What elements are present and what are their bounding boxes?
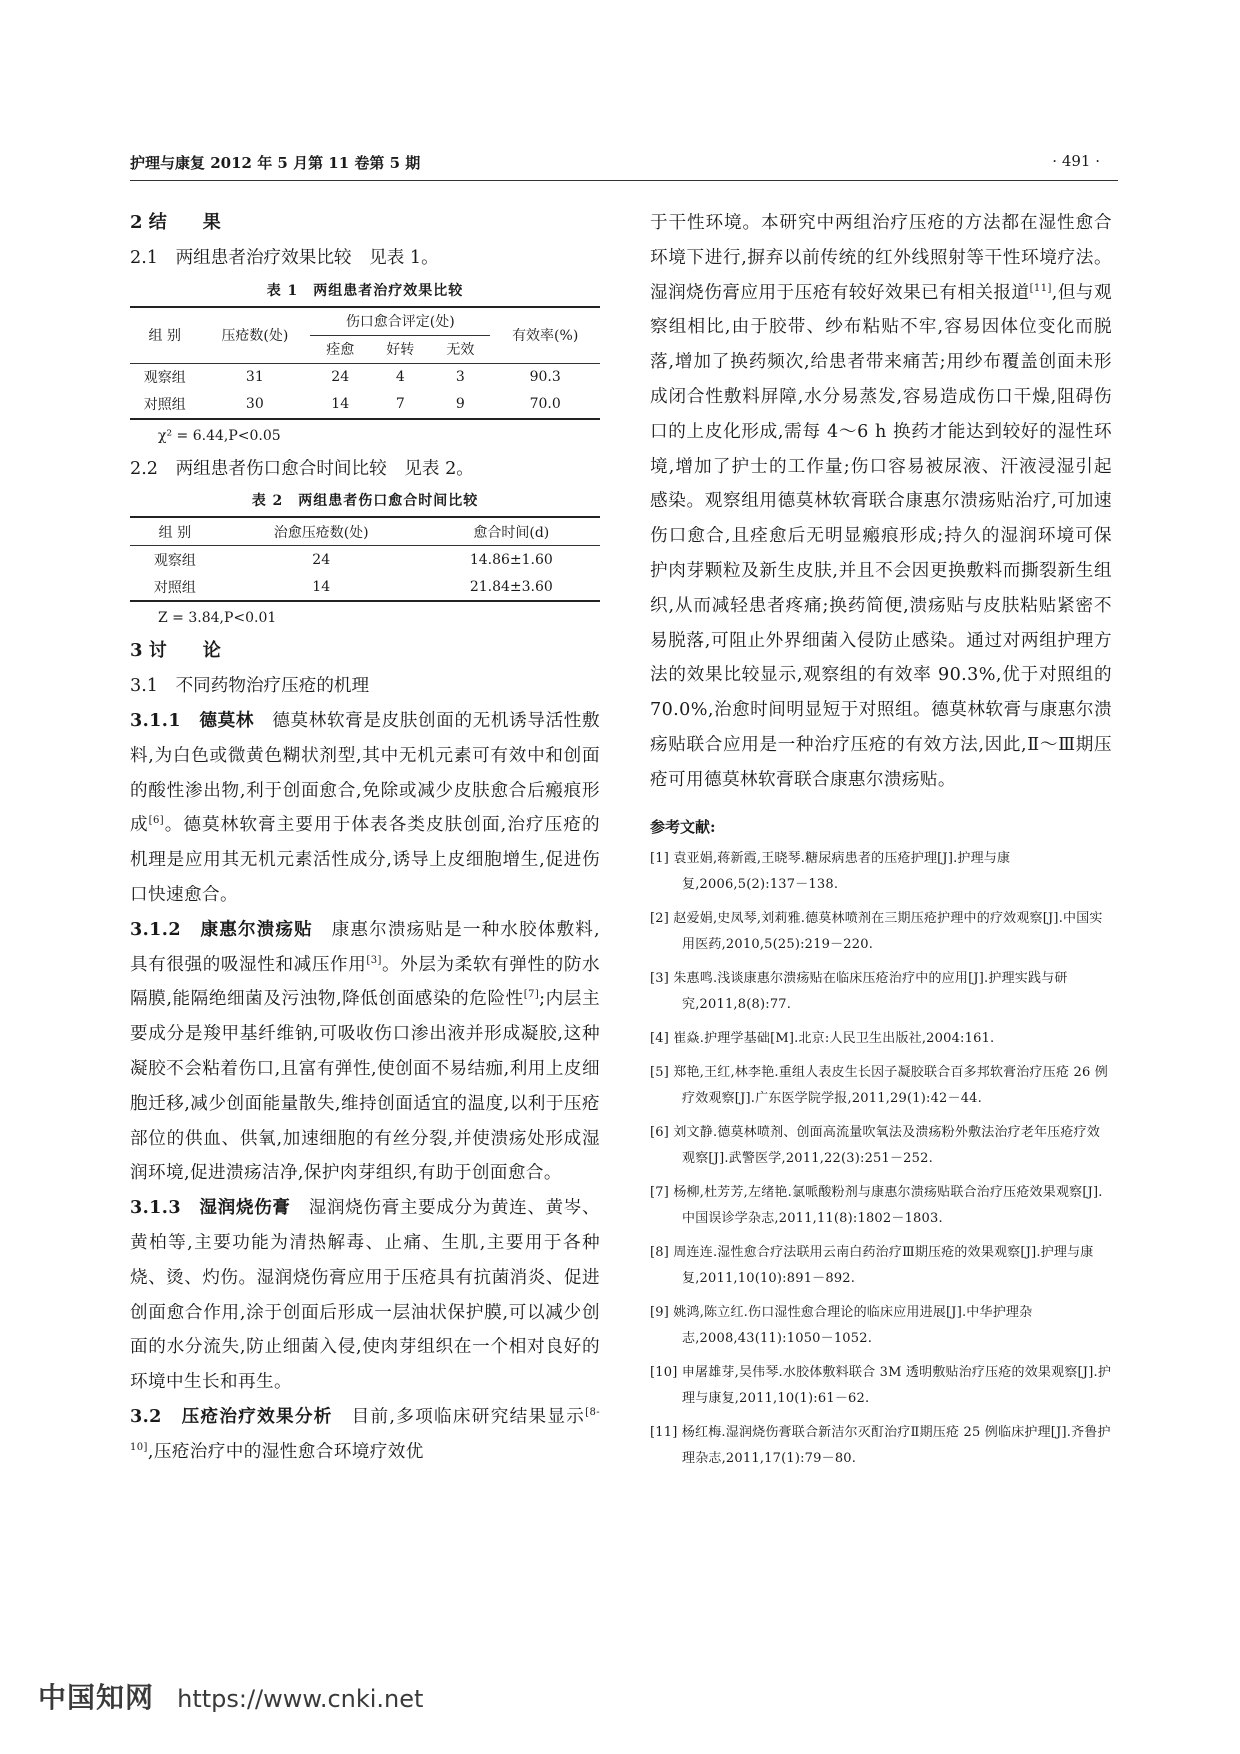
text: 于干性环境。本研究中两组治疗压疮的方法都在湿性愈合环境下进行,摒弃以前传统的红外线照射等干性环境疗法。湿润烧伤膏应用于压疮有较好效果已有相关报道: [650, 213, 1112, 303]
reference-item: [8] 周连连.湿性愈合疗法联用云南白药治疗Ⅲ期压疮的效果观察[J].护理与康复,2011,10(10):891－892.: [650, 1244, 1094, 1286]
section-2-1-heading: 2.1 两组患者治疗效果比较 见表 1。: [130, 247, 439, 268]
citation: [11]: [1029, 282, 1052, 294]
table-cell: 14.86±1.60: [469, 551, 553, 568]
reference-item: [6] 刘文静.德莫林喷剂、创面高流量吹氧法及溃疡粉外敷法治疗老年压疮疗效观察[J].武警医学,2011,22(3):251－252.: [650, 1124, 1101, 1166]
left-column: [130, 206, 600, 1470]
section-3-1-heading: 3.1 不同药物治疗压疮的机理: [130, 676, 370, 697]
subheading-3-1-3: 3.1.3 湿润烧伤膏: [130, 1197, 291, 1219]
journal-info: 护理与康复 2012 年 5 月第 11 卷第 5 期: [130, 154, 421, 172]
text: 德莫林软膏是皮肤创面的无机诱导活性敷料,为白色或微黄色糊状剂型,其中无机元素可有效中和创面的酸性渗出物,利于创面愈合,免除或减少皮肤愈合后瘢痕形成: [130, 710, 600, 836]
reference-item: [4] 崔焱.护理学基础[M].北京:人民卫生出版社,2004:161.: [650, 1030, 995, 1046]
subheading-3-2: 3.2 压疮治疗效果分析: [130, 1405, 333, 1427]
cnki-url[interactable]: https://www.cnki.net: [177, 1685, 424, 1713]
reference-item: [11] 杨红梅.湿润烧伤膏联合新洁尔灭酊治疗Ⅱ期压疮 25 例临床护理[J].齐鲁护理杂志,2011,17(1):79－80.: [650, 1424, 1111, 1466]
reference-item: [1] 袁亚娟,蒋新霞,王晓琴.糖尿病患者的压疮护理[J].护理与康复,2006,5(2):137－138.: [650, 850, 1011, 892]
table-cell: 14: [331, 396, 350, 413]
subheading-3-1-2: 3.1.2 康惠尔溃疡贴: [130, 918, 313, 940]
cnki-logo: 中国知网: [38, 1681, 155, 1714]
table-1-col-rate: 有效率(%): [490, 307, 600, 364]
table-2-caption: 表 2 两组患者伤口愈合时间比较: [251, 493, 479, 510]
text: 。德莫林软膏主要用于体表各类皮肤创面,治疗压疮的机理是应用其无机元素活性成分,诱导上皮细胞增生,促进伤口快速愈合。: [130, 815, 600, 905]
table-cell: 14: [312, 578, 331, 595]
text: 。外层为柔软有弹性的防水隔膜,能隔绝细菌及污浊物,降低创面感染的危险性: [130, 954, 600, 1010]
reference-item: [10] 申屠雄芽,吴伟琴.水胶体敷料联合 3M 透明敷贴治疗压疮的效果观察[J].护理与康复,2011,10(1):61－62.: [650, 1364, 1112, 1406]
table-cell: 9: [455, 396, 465, 413]
table-1: [130, 306, 600, 420]
table-1-sub-cured: 痊愈: [310, 335, 370, 363]
table-cell: 对照组: [143, 397, 186, 414]
table-cell: 21.84±3.60: [469, 578, 553, 595]
paragraph-3-1-3: [130, 1191, 600, 1400]
citation: [6]: [148, 815, 165, 827]
table-2-col-time: 愈合时间(d): [423, 517, 600, 546]
reference-item: [5] 郑艳,王红,林李艳.重组人表皮生长因子凝胶联合百多邦软膏治疗压疮 26 例疗效观察[J].广东医学院学报,2011,29(1):42－44.: [650, 1064, 1108, 1106]
table-cell: 4: [395, 369, 405, 386]
table-cell: 30: [245, 396, 264, 413]
table-1-col-count: 压疮数(处): [199, 307, 310, 364]
right-column: [650, 206, 1112, 1480]
text: 目前,多项临床研究结果显示: [332, 1406, 586, 1427]
table-1-sub-invalid: 无效: [430, 335, 490, 363]
text: ;内层主要成分是羧甲基纤维钠,可吸收伤口渗出液并形成凝胶,这种凝胶不会粘着伤口,且富有弹性,使创面不易结痂,利用上皮细胞迁移,减少创面能量散失,维持创面适宜的温度,以利于压疮部位的供血、供氧,加速细胞的有丝分裂,并使溃疡处形成湿润环境,促进溃疡洁净,保护肉芽组织,有助于创面愈合。: [130, 989, 600, 1184]
paragraph-3-1-2: [130, 913, 600, 1191]
table-cell: 24: [312, 551, 331, 568]
table-1-col-eval: 伤口愈合评定(处): [310, 307, 490, 336]
watermark-footer: [38, 1676, 423, 1716]
table-cell: 90.3: [529, 369, 561, 386]
citation: [7]: [523, 989, 540, 1001]
reference-item: [2] 赵爱娟,史凤琴,刘莉雅.德莫林喷剂在三期压疮护理中的疗效观察[J].中国实用医药,2010,5(25):219－220.: [650, 910, 1103, 952]
table-cell: 观察组: [143, 370, 186, 387]
text: 湿润烧伤膏主要成分为黄连、黄岑、黄柏等,主要功能为清热解毒、止痛、生肌,主要用于各种烧、烫、灼伤。湿润烧伤膏应用于压疮具有抗菌消炎、促进创面愈合作用,涂于创面后形成一层油状保护膜,可以减少创面的水分流失,防止细菌入侵,使肉芽组织在一个相对良好的环境中生长和再生。: [130, 1198, 600, 1393]
table-row: [130, 573, 600, 601]
text: 康惠尔溃疡贴是一种水胶体敷料,具有很强的吸湿性和减压作用: [130, 919, 600, 975]
table-2-note: Z = 3.84,P<0.01: [158, 610, 277, 627]
references-title: 参考文献:: [650, 817, 716, 836]
citation: [8-10]: [130, 1407, 600, 1453]
table-row: [130, 363, 600, 391]
table-cell: 24: [331, 369, 350, 386]
table-2-col-group: 组 别: [130, 517, 220, 546]
subheading-3-1-1: 3.1.1 德莫林: [130, 709, 255, 731]
section-2-2-heading: 2.2 两组患者伤口愈合时间比较 见表 2。: [130, 458, 474, 479]
table-row: [130, 391, 600, 419]
table-cell: 对照组: [153, 579, 196, 596]
table-cell: 7: [395, 396, 405, 413]
table-1-col-group: 组 别: [130, 307, 199, 364]
reference-item: [3] 朱惠鸣.浅谈康惠尔溃疡贴在临床压疮治疗中的应用[J].护理实践与研究,2011,8(8):77.: [650, 970, 1068, 1012]
table-1-sub-improved: 好转: [370, 335, 430, 363]
header-rule: [130, 180, 1118, 181]
citation: [3]: [366, 954, 382, 966]
table-row: [130, 546, 600, 574]
reference-list: [650, 846, 1112, 1472]
paragraph-continued: [650, 206, 1112, 798]
text: ,但与观察组相比,由于胶带、纱布粘贴不牢,容易因体位变化而脱落,增加了换药频次,给患者带来痛苦;用纱布覆盖创面未形成闭合性敷料屏障,水分易蒸发,容易造成伤口干燥,阻碍伤口的上皮化形成,需每 4～6 h 换药才能达到较好的湿性环境,增加了护士的工作量;伤口容易被尿液、汗液浸湿引起感染。观察组用德莫林软膏联合康惠尔溃疡贴治疗,可加速伤口愈合,且痊愈后无明显瘢痕形成;持久的湿润环境可保护肉芽颗粒及新生皮肤,并且不会因更换敷料而撕裂新生组织,从而减轻患者疼痛;换药简便,溃疡贴与皮肤粘贴紧密不易脱落,可阻止外界细菌入侵防止感染。通过对两组护理方法的效果比较显示,观察组的有效率 90.3%,优于对照组的 70.0%,治愈时间明显短于对照组。德莫林软膏与康惠尔溃疡贴联合应用是一种治疗压疮的有效方法,因此,Ⅱ～Ⅲ期压疮可用德莫林软膏联合康惠尔溃疡贴。: [650, 282, 1112, 790]
section-2-title: 2 结 果: [130, 212, 221, 233]
table-cell: 31: [245, 369, 264, 386]
paragraph-3-1-1: [130, 704, 600, 913]
table-1-note: χ² = 6.44,P<0.05: [158, 427, 281, 444]
reference-item: [9] 姚鸿,陈立红.伤口湿性愈合理论的临床应用进展[J].中华护理杂志,2008,43(11):1050－1052.: [650, 1304, 1033, 1346]
paragraph-3-2: [130, 1400, 600, 1470]
table-cell: 3: [455, 369, 465, 386]
table-cell: 70.0: [529, 396, 561, 413]
page-header: [130, 152, 1110, 178]
page-number: · 491 ·: [1052, 152, 1100, 170]
table-cell: 观察组: [153, 552, 196, 569]
section-3-title: 3 讨 论: [130, 640, 221, 662]
table-1-caption: 表 1 两组患者治疗效果比较: [266, 282, 464, 299]
reference-item: [7] 杨柳,杜芳芳,左绪艳.氯哌酸粉剂与康惠尔溃疡贴联合治疗压疮效果观察[J].中国误诊学杂志,2011,11(8):1802－1803.: [650, 1184, 1103, 1226]
table-2: [130, 516, 600, 602]
text: ,压疮治疗中的湿性愈合环境疗效优: [147, 1441, 424, 1462]
table-2-col-count: 治愈压疮数(处): [220, 517, 423, 546]
